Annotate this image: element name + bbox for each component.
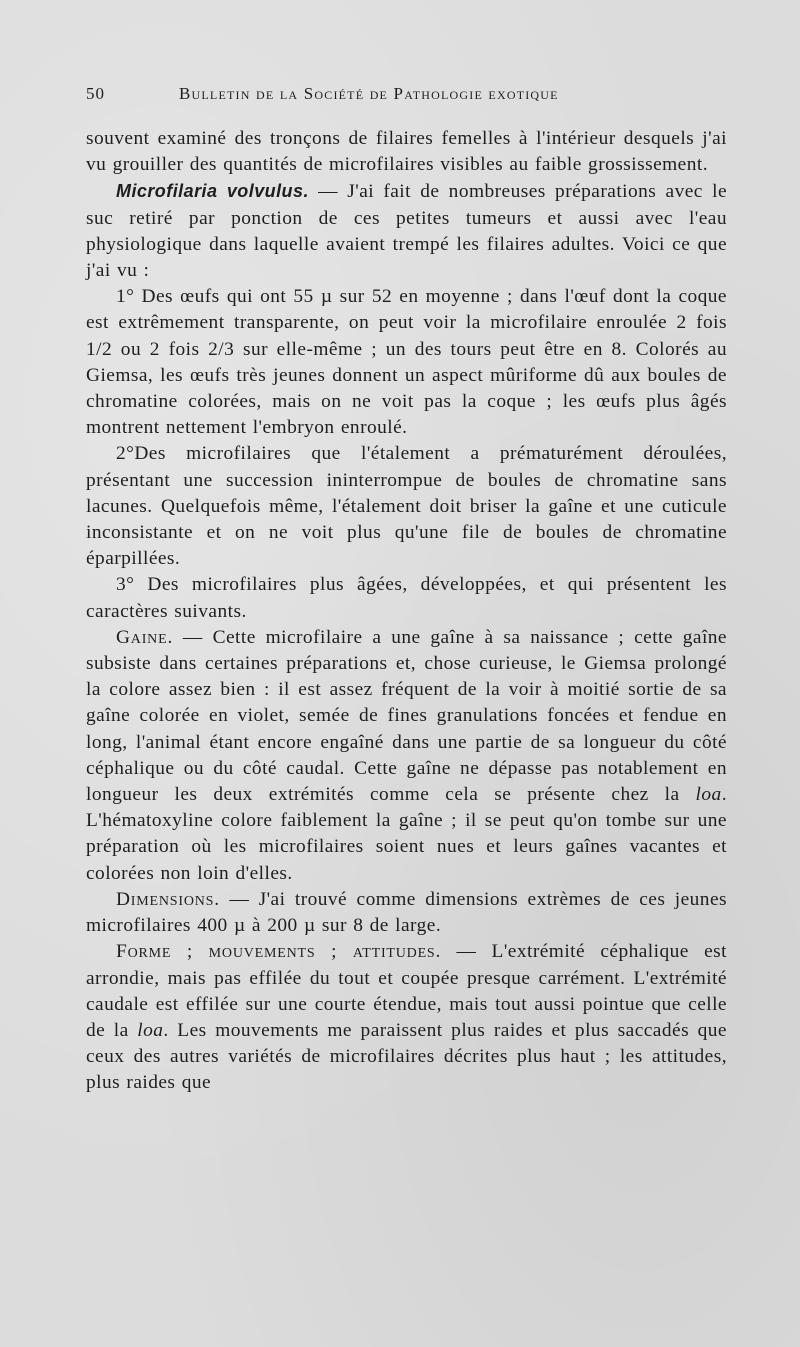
paragraph-text: — J'ai trouvé comme dimensions extrèmes de ces jeunes microfilaires 400 µ à 200 µ sur 8 de large. [86,888,727,937]
paragraph-gaine [86,625,727,887]
paragraph-dimensions [86,887,727,939]
paragraph-forme [86,939,727,1096]
section-heading-forme: Forme ; mouvements ; attitudes. [116,941,442,963]
paragraph-text: — L'extrémité céphalique est arrondie, mais pas effilée du tout et coupée presque carrément. L'extrémité caudale est effilée sur une courte étendue, mais tout aussi pointue que celle de la [86,941,727,1041]
section-heading-dimensions: Dimensions. [116,888,220,910]
italic-term: loa [695,784,722,806]
species-heading: Microfilaria volvulus. [116,181,309,202]
page-number: 50 [86,84,105,103]
paragraph-older-microfilariae: 3° Des microfilaires plus âgées, développées, et qui présentent les caractères suivants. [86,574,727,622]
running-head [86,84,726,112]
paragraph-microfilaria-volvulus [86,178,727,284]
body-text [86,126,727,1097]
paragraph-text: — J'ai fait de nombreuses préparations avec le suc retiré par ponction de ces petites tumeurs et aussi avec l'eau physiologique dans laquelle avaient trempé les filaires adultes. Voici ce que j'ai vu : [86,181,727,282]
paragraph-text: . L'hématoxyline colore faiblement la gaîne ; il se peut qu'on tombe sur une préparation où les microfilaires soient nues et leurs gaînes vacantes et colorées non loin d'elles. [86,784,727,884]
paragraph-unrolled-microfilariae: 2°Des microfilaires que l'étalement a prématurément déroulées, présentant une succession ininterrompue de boules de chromatine sans lacunes. Quelquefois même, l'étalement doit briser la gaîne et une cuticule inconsistante et on ne voit plus qu'une file de boules de chromatine éparpillées. [86,443,727,570]
paragraph-eggs: 1° Des œufs qui ont 55 µ sur 52 en moyenne ; dans l'œuf dont la coque est extrêmement transparente, on peut voir la microfilaire enroulée 2 fois 1/2 ou 2 fois 2/3 sur elle-même ; un des tours peut être en 8. Colorés au Giemsa, les œufs très jeunes donnent un aspect mûriforme dû aux boules de chromatine colorées, mais on ne voit pas la coque ; les œufs plus âgés montrent nettement l'embryon enroulé. [86,286,727,439]
italic-term: loa [137,1019,164,1041]
section-heading-gaine: Gaine. [116,626,174,648]
paragraph-text: — Cette microfilaire a une gaîne à sa naissance ; cette gaîne subsiste dans certaines préparations et, chose curieuse, le Giemsa prolongé la colore assez bien : il est assez fréquent de la voir à moitié sortie de sa gaîne colorée en violet, semée de fines granulations foncées et fendue en long, l'animal étant encore engaîné dans une partie de sa longueur du côté céphalique ou du côté caudal. Cette gaîne ne dépasse pas notablement en longueur les deux extrémités comme cela se présente chez la [86,626,727,806]
journal-title: Bulletin de la Société de Pathologie exotique [179,84,559,103]
paragraph-text: . Les mouvements me paraissent plus raides et plus saccadés que ceux des autres variétés de microfilaires décrites plus haut ; les attitudes, plus raides que [86,1019,727,1094]
paragraph-continuation: souvent examiné des tronçons de filaires femelles à l'intérieur desquels j'ai vu grouiller des quantités de microfilaires visibles au faible grossissement. [86,128,727,176]
